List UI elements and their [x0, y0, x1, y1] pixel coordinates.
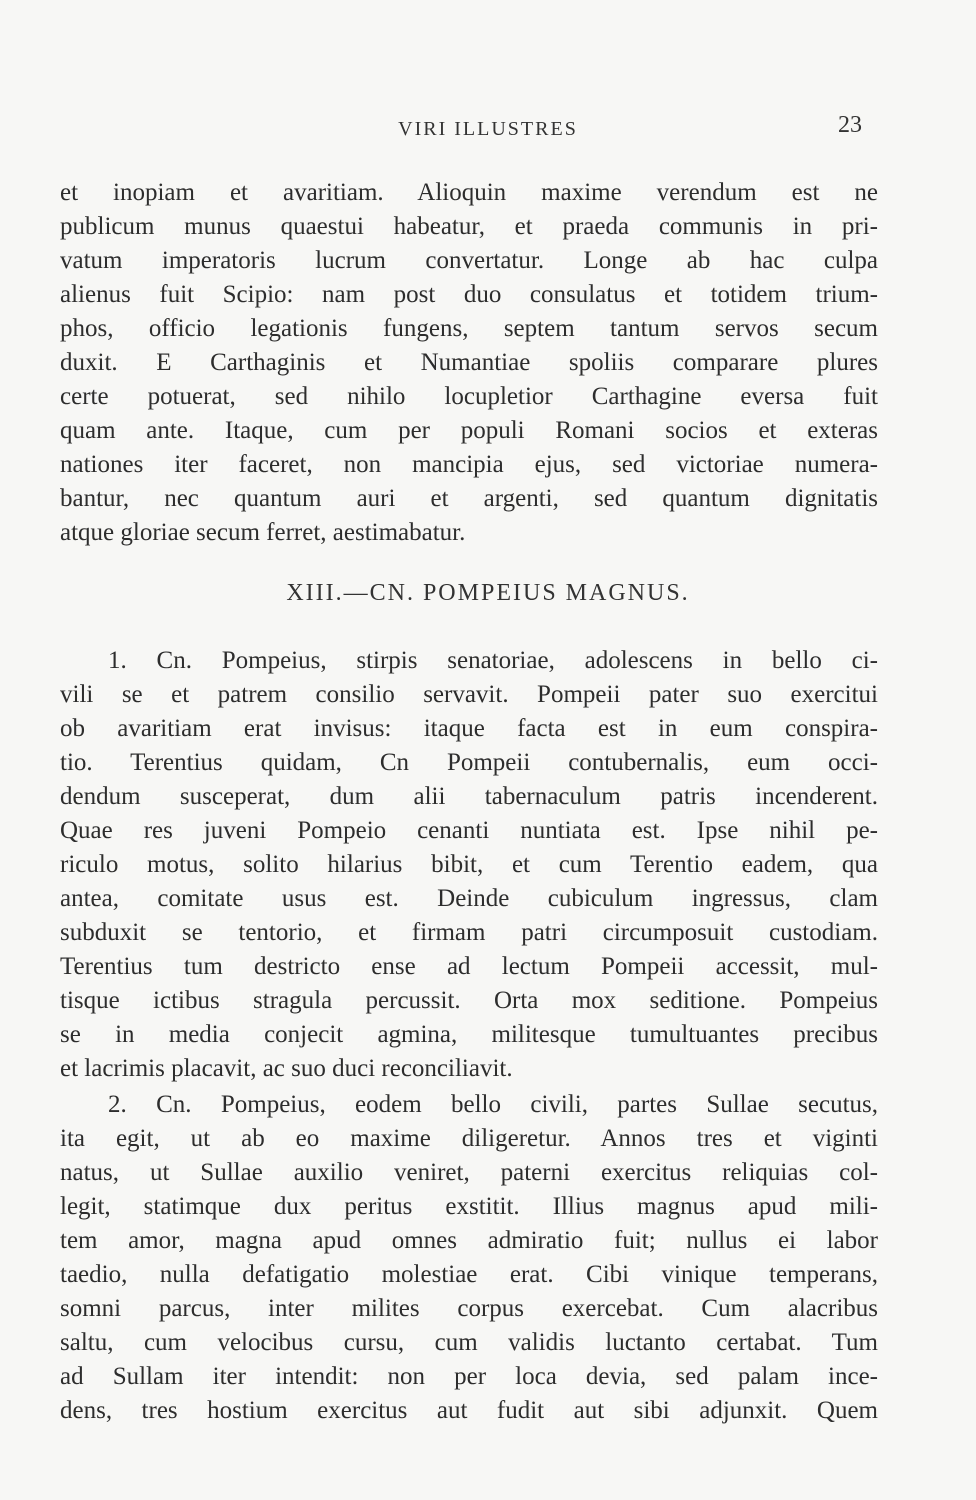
text-line: Terentius tum destricto ense ad lectum Pompeii accessit, mul-	[60, 953, 878, 980]
text-line: 2. Cn. Pompeius, eodem bello civili, partes Sullae secutus,	[108, 1091, 878, 1118]
text-line: bantur, nec quantum auri et argenti, sed quantum dignitatis	[60, 485, 878, 512]
text-line: se in media conjecit agmina, militesque tumultuantes precibus	[60, 1021, 878, 1048]
text-line: legit, statimque dux peritus exstitit. Illius magnus apud mili-	[60, 1193, 878, 1220]
text-line: taedio, nulla defatigatio molestiae erat. Cibi vinique temperans,	[60, 1261, 878, 1288]
text-line: ita egit, ut ab eo maxime diligeretur. Annos tres et viginti	[60, 1125, 878, 1152]
text-line: saltu, cum velocibus cursu, cum validis luctanto certabat. Tum	[60, 1329, 878, 1356]
text-line: dendum susceperat, dum alii tabernaculum patris incenderent.	[60, 783, 878, 810]
text-line: tisque ictibus stragula percussit. Orta mox seditione. Pompeius	[60, 987, 878, 1014]
text-line: dens, tres hostium exercitus aut fudit aut sibi adjunxit. Quem	[60, 1397, 878, 1424]
running-title: VIRI ILLUSTRES	[398, 118, 578, 140]
text-line: antea, comitate usus est. Deinde cubiculum ingressus, clam	[60, 885, 878, 912]
text-line: somni parcus, inter milites corpus exercebat. Cum alacribus	[60, 1295, 878, 1322]
text-line: 1. Cn. Pompeius, stirpis senatoriae, adolescens in bello ci-	[108, 647, 878, 674]
text-line: duxit. E Carthaginis et Numantiae spoliis comparare plures	[60, 349, 878, 376]
text-line: atque gloriae secum ferret, aestimabatur.	[60, 519, 466, 546]
text-line: et lacrimis placavit, ac suo duci reconciliavit.	[60, 1055, 513, 1082]
text-line: vatum imperatoris lucrum convertatur. Longe ab hac culpa	[60, 247, 878, 274]
text-line: certe potuerat, sed nihilo locupletior Carthagine eversa fuit	[60, 383, 878, 410]
section-title: XIII.—CN. POMPEIUS MAGNUS.	[286, 580, 690, 606]
text-line: publicum munus quaestui habeatur, et praeda communis in pri-	[60, 213, 878, 240]
text-line: phos, officio legationis fungens, septem tantum servos secum	[60, 315, 878, 342]
text-line: tio. Terentius quidam, Cn Pompeii contubernalis, eum occi-	[60, 749, 878, 776]
text-line: quam ante. Itaque, cum per populi Romani socios et exteras	[60, 417, 878, 444]
text-line: ob avaritiam erat invisus: itaque facta est in eum conspira-	[60, 715, 878, 742]
text-line: alienus fuit Scipio: nam post duo consulatus et totidem trium-	[60, 281, 878, 308]
text-line: Quae res juveni Pompeio cenanti nuntiata est. Ipse nihil pe-	[60, 817, 878, 844]
text-line: tem amor, magna apud omnes admiratio fuit; nullus ei labor	[60, 1227, 878, 1254]
text-line: nationes iter faceret, non mancipia ejus, sed victoriae numera-	[60, 451, 878, 478]
text-line: vili se et patrem consilio servavit. Pompeii pater suo exercitui	[60, 681, 878, 708]
text-line: ad Sullam iter intendit: non per loca devia, sed palam ince-	[60, 1363, 878, 1390]
text-line: et inopiam et avaritiam. Alioquin maxime verendum est ne	[60, 179, 878, 206]
text-line: natus, ut Sullae auxilio veniret, paterni exercitus reliquias col-	[60, 1159, 878, 1186]
text-line: subduxit se tentorio, et firmam patri circumposuit custodiam.	[60, 919, 878, 946]
text-line: riculo motus, solito hilarius bibit, et cum Terentio eadem, qua	[60, 851, 878, 878]
page-number: 23	[838, 112, 862, 138]
